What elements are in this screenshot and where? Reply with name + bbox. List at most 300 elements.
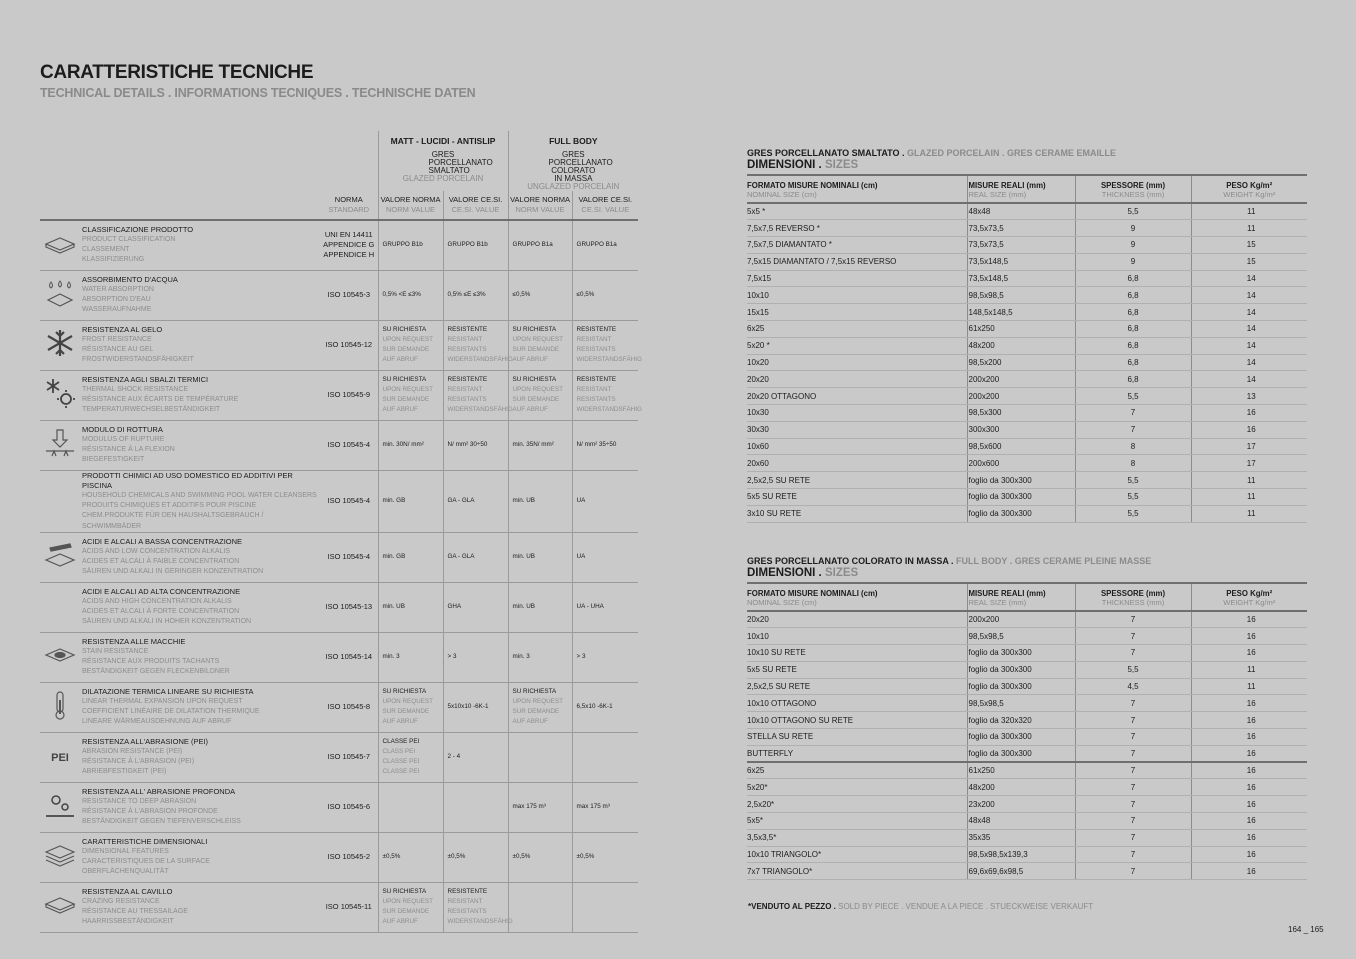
size-row	[747, 438, 1307, 455]
thickness: 5,5	[1075, 472, 1191, 489]
nominal-size: 10x10	[747, 287, 967, 304]
weight: 16	[1191, 712, 1307, 729]
real-size: 23x200	[967, 796, 1075, 813]
size-row	[747, 695, 1307, 712]
spec-row	[40, 832, 638, 882]
spec-value-cesi-glazed: 5x10x10 -6K-1	[443, 682, 508, 732]
size-row	[747, 628, 1307, 645]
spec-standard: ISO 10545-12	[320, 320, 378, 370]
spec-value-cesi-fullbody: N/ mm² 35÷50	[572, 420, 638, 470]
col-header-valore-cesi-2: VALORE CE.SI. CE.SI. VALUE	[572, 191, 638, 220]
size-row	[747, 472, 1307, 489]
spec-standard: ISO 10545-11	[320, 882, 378, 932]
nominal-size: 10x10 OTTAGONO SU RETE	[747, 712, 967, 729]
weight: 14	[1191, 371, 1307, 388]
spec-row	[40, 682, 638, 732]
weight: 16	[1191, 611, 1307, 628]
size-row	[747, 762, 1307, 779]
spec-value-norm-fullbody: ≤0,5%	[508, 270, 572, 320]
spec-standard: ISO 10545-9	[320, 370, 378, 420]
thickness: 5,5	[1075, 661, 1191, 678]
spec-row	[40, 370, 638, 420]
spec-value-cesi-fullbody: ≤0,5%	[572, 270, 638, 320]
size-row	[747, 304, 1307, 321]
spec-value-cesi-fullbody: UA - UHA	[572, 582, 638, 632]
spec-standard: ISO 10545-8	[320, 682, 378, 732]
nominal-size: 20x20	[747, 611, 967, 628]
spec-row	[40, 420, 638, 470]
spec-name: RESISTENZA ALL'ABRASIONE (PEI) ABRASION RESISTANCE (PEI) RÉSISTANCE À L'ABRASION (PEI) ABRIEBFESTIGKEIT (PEI)	[80, 732, 320, 782]
real-size: 35x35	[967, 829, 1075, 846]
thickness: 7	[1075, 421, 1191, 438]
size-row	[747, 253, 1307, 270]
spec-standard: ISO 10545-3	[320, 270, 378, 320]
spec-value-cesi-fullbody: RESISTENTE RESISTANT RESISTANTS WIDERSTANDSFÄHIG	[572, 320, 638, 370]
spec-value-cesi-fullbody: max 175 m³	[572, 782, 638, 832]
thickness: 4,5	[1075, 678, 1191, 695]
page-numbers: 164 _ 165	[1288, 925, 1324, 934]
weight: 16	[1191, 762, 1307, 779]
thickness: 5,5	[1075, 489, 1191, 506]
thickness: 7	[1075, 813, 1191, 830]
col-header-valore-norma-2: VALORE NORMA NORM VALUE	[508, 191, 572, 220]
thickness: 8	[1075, 455, 1191, 472]
nominal-size: BUTTERFLY	[747, 745, 967, 762]
real-size: 98,5x98,5	[967, 695, 1075, 712]
real-size: foglio da 300x300	[967, 661, 1075, 678]
size-row	[747, 813, 1307, 830]
thickness: 7	[1075, 611, 1191, 628]
real-size: 69,6x69,6x98,5	[967, 863, 1075, 880]
nominal-size: 10x10	[747, 628, 967, 645]
weight: 11	[1191, 220, 1307, 237]
thickness: 5,5	[1075, 388, 1191, 405]
real-size: foglio da 300x300	[967, 489, 1075, 506]
nominal-size: 15x15	[747, 304, 967, 321]
spec-value-norm-fullbody: SU RICHIESTA UPON REQUEST SUR DEMANDE AUF ABRUF	[508, 682, 572, 732]
spec-value-norm-glazed: SU RICHIESTA UPON REQUEST SUR DEMANDE AUF ABRUF	[378, 370, 443, 420]
spec-name: CARATTERISTICHE DIMENSIONALI DIMENSIONAL FEATURES CARACTERISTIQUES DE LA SURFACE OBERFLÄCHENQUALITÄT	[80, 832, 320, 882]
weight: 16	[1191, 745, 1307, 762]
real-size: 73,5x73,5	[967, 220, 1075, 237]
col-header: PESO Kg/m² WEIGHT Kg/m²	[1191, 583, 1307, 611]
flexion-icon	[42, 428, 78, 458]
nominal-size: 5x5 *	[747, 203, 967, 220]
weight: 17	[1191, 455, 1307, 472]
spec-value-cesi-fullbody: 6,5x10 -6K-1	[572, 682, 638, 732]
spec-standard: ISO 10545-4	[320, 420, 378, 470]
spec-value-norm-glazed: min. GB	[378, 532, 443, 582]
spec-value-cesi-fullbody: GRUPPO B1a	[572, 220, 638, 270]
spec-value-cesi-glazed: N/ mm² 30÷50	[443, 420, 508, 470]
thickness: 7	[1075, 628, 1191, 645]
spec-value-norm-glazed: ±0,5%	[378, 832, 443, 882]
spec-value-norm-fullbody	[508, 732, 572, 782]
spec-name: PRODOTTI CHIMICI AD USO DOMESTICO ED ADDITIVI PER PISCINA HOUSEHOLD CHEMICALS AND SWIMMING POOL WATER CLEANSERS PRODUITS CHIMIQUES ET ADDITIFS POUR PISCINE CHEM.PRODUKTE FÜR DEN HAUSHALTSGEBRAUCH / SCHWIMMBÄDER	[80, 470, 320, 532]
weight: 16	[1191, 628, 1307, 645]
spec-name: RESISTENZA ALL' ABRASIONE PROFONDA RESISTANCE TO DEEP ABRASION RÉSISTANCE À L'ABRASION PROFONDE BESTÄNDIGKEIT GEGEN TIEFENVERSCHLEISS	[80, 782, 320, 832]
spec-name: RESISTENZA ALLE MACCHIE STAIN RESISTANCE RÉSISTANCE AUX PRODUITS TACHANTS BESTÄNDIGKEIT GEGEN FLECKENBILDNER	[80, 632, 320, 682]
tile-icon	[42, 228, 78, 258]
spec-value-norm-fullbody	[508, 882, 572, 932]
tiles-stack-icon	[42, 840, 78, 870]
spec-value-cesi-fullbody	[572, 732, 638, 782]
nominal-size: STELLA SU RETE	[747, 729, 967, 746]
thickness: 7	[1075, 729, 1191, 746]
nominal-size: 5x5 SU RETE	[747, 489, 967, 506]
size-row	[747, 863, 1307, 880]
spec-value-cesi-fullbody: ±0,5%	[572, 832, 638, 882]
real-size: 48x200	[967, 337, 1075, 354]
size-row	[747, 354, 1307, 371]
nominal-size: 30x30	[747, 421, 967, 438]
size-row	[747, 371, 1307, 388]
size-row	[747, 712, 1307, 729]
nominal-size: 10x30	[747, 405, 967, 422]
crazing-icon	[42, 890, 78, 920]
real-size: 200x200	[967, 611, 1075, 628]
size-row	[747, 779, 1307, 796]
weight: 16	[1191, 645, 1307, 662]
thickness: 7	[1075, 779, 1191, 796]
spec-value-cesi-glazed: 2 - 4	[443, 732, 508, 782]
spec-value-cesi-glazed: GA - GLA	[443, 532, 508, 582]
group-header-glazed: MATT - LUCIDI - ANTISLIP	[378, 131, 508, 151]
acid-icon	[42, 540, 78, 570]
size-row	[747, 796, 1307, 813]
thickness: 7	[1075, 863, 1191, 880]
spec-name: ACIDI E ALCALI AD ALTA CONCENTRAZIONE ACIDS AND HIGH CONCENTRATION ALKALIS ACIDES ET ALCALI À FORTE CONCENTRATION SÄUREN UND ALKALI IN HOHER KONZENTRATION	[80, 582, 320, 632]
nominal-size: 7x7 TRIANGOLO*	[747, 863, 967, 880]
spec-row	[40, 782, 638, 832]
spec-value-norm-fullbody: min. 35N/ mm²	[508, 420, 572, 470]
weight: 11	[1191, 678, 1307, 695]
real-size: 48x48	[967, 203, 1075, 220]
fullbody-sizes-table	[747, 582, 1307, 880]
thickness: 7	[1075, 695, 1191, 712]
real-size: 73,5x148,5	[967, 253, 1075, 270]
spec-value-norm-fullbody: min. UB	[508, 582, 572, 632]
spec-value-cesi-glazed: RESISTENTE RESISTANT RESISTANTS WIDERSTANDSFÄHIG	[443, 882, 508, 932]
nominal-size: 2,5x20*	[747, 796, 967, 813]
real-size: foglio da 320x320	[967, 712, 1075, 729]
nominal-size: 10x10 SU RETE	[747, 645, 967, 662]
fullbody-sizes-section: GRES PORCELLANATO COLORATO IN MASSA . FULL BODY . GRES CERAME PLEINE MASSE DIMENSIONI . SIZES FORMATO MISURE NOMINALI (cm) NOMINAL SIZE (cm) MISURE REALI (mm) REAL SIZE (mm) SPESSORE (mm) THICKNESS (mm) PESO Kg/m² WEIGHT Kg/m² 20x20 200x200 7 16 10x10 98,5x98,5 7 16 10x10 SU RETE foglio da 300x300 7 16 5x5 SU RETE foglio da 300x300 5,5 11 2,5x2,5 SU RETE foglio da 300x300 4,5 11 10x10 OTTAGONO 98,5x98,5 7 16 10x10 OTTAGONO SU RETE foglio da 320x320 7 16 STELLA SU RETE foglio da 300x300 7 16 BUTTERFLY foglio da 300x300 7 16 6x25 61x250 7 16 5x20* 48x200 7 16 2,5x20* 23x200 7 16 5x5* 48x48 7 16 3,5x3,5* 35x35 7 16 10x10 TRIANGOLO* 98,5x98,5x139,3 7 16 7x7 TRIANGOLO* 69,6x69,6x98,5 7 16	[747, 556, 1307, 880]
spec-name: RESISTENZA AL CAVILLO CRAZING RESISTANCE RÉSISTANCE AU TRESSAILAGE HAARRISSBESTÄNDIGKEIT	[80, 882, 320, 932]
col-header: FORMATO MISURE NOMINALI (cm) NOMINAL SIZE (cm)	[747, 175, 967, 203]
spec-value-norm-fullbody: GRUPPO B1a	[508, 220, 572, 270]
spec-row	[40, 732, 638, 782]
spec-row	[40, 532, 638, 582]
size-row	[747, 237, 1307, 254]
thermometer-icon	[42, 690, 78, 720]
real-size: foglio da 300x300	[967, 729, 1075, 746]
col-header: MISURE REALI (mm) REAL SIZE (mm)	[967, 175, 1075, 203]
snowflake-icon	[42, 328, 78, 358]
spec-value-norm-glazed: SU RICHIESTA UPON REQUEST SUR DEMANDE AUF ABRUF	[378, 320, 443, 370]
spec-value-cesi-glazed: RESISTENTE RESISTANT RESISTANTS WIDERSTANDSFÄHIG	[443, 320, 508, 370]
weight: 16	[1191, 829, 1307, 846]
thickness: 5,5	[1075, 203, 1191, 220]
spec-row	[40, 582, 638, 632]
real-size: foglio da 300x300	[967, 505, 1075, 522]
spec-value-cesi-glazed	[443, 782, 508, 832]
spec-name: RESISTENZA AL GELO FROST RESISTANCE RÉSISTANCE AU GEL FROSTWIDERSTANDSFÄHIGKEIT	[80, 320, 320, 370]
col-header-norma: NORMA STANDARD	[320, 191, 378, 220]
thickness: 7	[1075, 846, 1191, 863]
nominal-size: 5x5 SU RETE	[747, 661, 967, 678]
thickness: 7	[1075, 745, 1191, 762]
size-row	[747, 388, 1307, 405]
thickness: 6,8	[1075, 354, 1191, 371]
real-size: foglio da 300x300	[967, 645, 1075, 662]
nominal-size: 5x20 *	[747, 337, 967, 354]
weight: 14	[1191, 337, 1307, 354]
nominal-size: 20x20	[747, 371, 967, 388]
thickness: 6,8	[1075, 371, 1191, 388]
real-size: 98,5x200	[967, 354, 1075, 371]
spec-standard: ISO 10545-13	[320, 582, 378, 632]
nominal-size: 5x5*	[747, 813, 967, 830]
thickness: 6,8	[1075, 287, 1191, 304]
size-row	[747, 203, 1307, 220]
size-row	[747, 321, 1307, 338]
nominal-size: 3,5x3,5*	[747, 829, 967, 846]
spec-value-cesi-glazed: RESISTENTE RESISTANT RESISTANTS WIDERSTANDSFÄHIG	[443, 370, 508, 420]
page-title: CARATTERISTICHE TECNICHE	[40, 62, 314, 83]
weight: 11	[1191, 472, 1307, 489]
col-header: MISURE REALI (mm) REAL SIZE (mm)	[967, 583, 1075, 611]
footnote: *VENDUTO AL PEZZO . SOLD BY PIECE . VENDUE A LA PIECE . STUECKWEISE VERKAUFT	[748, 902, 1094, 911]
nominal-size: 7,5x15	[747, 270, 967, 287]
col-header: FORMATO MISURE NOMINALI (cm) NOMINAL SIZE (cm)	[747, 583, 967, 611]
nominal-size: 10x10 OTTAGONO	[747, 695, 967, 712]
col-header: PESO Kg/m² WEIGHT Kg/m²	[1191, 175, 1307, 203]
spec-name: RESISTENZA AGLI SBALZI TERMICI THERMAL SHOCK RESISTANCE RÉSISTANCE AUX ÉCARTS DE TEMPÉRATURE TEMPERATURWECHSELBESTÄNDIGKEIT	[80, 370, 320, 420]
spec-value-norm-fullbody: SU RICHIESTA UPON REQUEST SUR DEMANDE AUF ABRUF	[508, 320, 572, 370]
real-size: 200x200	[967, 388, 1075, 405]
spec-value-norm-fullbody: min. UB	[508, 470, 572, 532]
weight: 13	[1191, 388, 1307, 405]
spec-value-cesi-glazed: 0,5% ≤E ≤3%	[443, 270, 508, 320]
spec-standard: ISO 10545-4	[320, 532, 378, 582]
real-size: 200x200	[967, 371, 1075, 388]
nominal-size: 6x25	[747, 762, 967, 779]
glazed-sizes-section: GRES PORCELLANATO SMALTATO . GLAZED PORCELAIN . GRES CERAME EMAILLE DIMENSIONI . SIZES FORMATO MISURE NOMINALI (cm) NOMINAL SIZE (cm) MISURE REALI (mm) REAL SIZE (mm) SPESSORE (mm) THICKNESS (mm) PESO Kg/m² WEIGHT Kg/m² 5x5 * 48x48 5,5 11 7,5x7,5 REVERSO * 73,5x73,5 9 11 7,5x7,5 DIAMANTATO * 73,5x73,5 9 15 7,5x15 DIAMANTATO / 7,5x15 REVERSO 73,5x148,5 9 15 7,5x15 73,5x148,5 6,8 14 10x10 98,5x98,5 6,8 14 15x15 148,5x148,5 6,8 14 6x25 61x250 6,8 14 5x20 * 48x200 6,8 14 10x20 98,5x200 6,8 14 20x20 200x200 6,8 14 20x20 OTTAGONO 200x200 5,5 13 10x30 98,5x300 7 16 30x30 300x300 7 16 10x60 98,5x600 8 17 20x60 200x600 8 17 2,5x2,5 SU RETE foglio da 300x300 5,5 11 5x5 SU RETE foglio da 300x300 5,5 11 3x10 SU RETE foglio da 300x300 5,5 11	[747, 148, 1307, 523]
col-header-valore-norma-1: VALORE NORMA NORM VALUE	[378, 191, 443, 220]
size-row	[747, 421, 1307, 438]
thickness: 9	[1075, 220, 1191, 237]
real-size: 200x600	[967, 455, 1075, 472]
weight: 17	[1191, 438, 1307, 455]
real-size: foglio da 300x300	[967, 472, 1075, 489]
weight: 15	[1191, 237, 1307, 254]
nominal-size: 2,5x2,5 SU RETE	[747, 678, 967, 695]
nominal-size: 2,5x2,5 SU RETE	[747, 472, 967, 489]
size-row	[747, 220, 1307, 237]
thickness: 7	[1075, 762, 1191, 779]
size-row	[747, 829, 1307, 846]
nominal-size: 3x10 SU RETE	[747, 505, 967, 522]
spec-value-norm-glazed	[378, 782, 443, 832]
spec-value-cesi-fullbody: UA	[572, 470, 638, 532]
real-size: 98,5x98,5x139,3	[967, 846, 1075, 863]
spec-value-norm-glazed: SU RICHIESTA UPON REQUEST SUR DEMANDE AUF ABRUF	[378, 882, 443, 932]
spec-value-norm-glazed: 0,5% <E ≤3%	[378, 270, 443, 320]
weight: 11	[1191, 203, 1307, 220]
real-size: 48x200	[967, 779, 1075, 796]
size-row	[747, 846, 1307, 863]
spec-value-cesi-fullbody: RESISTENTE RESISTANT RESISTANTS WIDERSTANDSFÄHIG	[572, 370, 638, 420]
real-size: 148,5x148,5	[967, 304, 1075, 321]
spec-row	[40, 270, 638, 320]
size-row	[747, 455, 1307, 472]
real-size: 98,5x98,5	[967, 287, 1075, 304]
nominal-size: 10x60	[747, 438, 967, 455]
col-header-valore-cesi-1: VALORE CE.SI. CE.SI. VALUE	[443, 191, 508, 220]
group-header-fullbody: FULL BODY	[508, 131, 638, 151]
thickness: 7	[1075, 796, 1191, 813]
nominal-size: 20x60	[747, 455, 967, 472]
thickness: 5,5	[1075, 505, 1191, 522]
weight: 11	[1191, 505, 1307, 522]
spec-value-cesi-fullbody	[572, 882, 638, 932]
nominal-size: 6x25	[747, 321, 967, 338]
spec-standard: ISO 10545-7	[320, 732, 378, 782]
spec-name: ASSORBIMENTO D'ACQUA WATER ABSORPTION ABSORPTION D'EAU WASSERAUFNAHME	[80, 270, 320, 320]
col-header: SPESSORE (mm) THICKNESS (mm)	[1075, 175, 1191, 203]
weight: 16	[1191, 813, 1307, 830]
real-size: foglio da 300x300	[967, 745, 1075, 762]
spec-row	[40, 632, 638, 682]
size-row	[747, 729, 1307, 746]
real-size: 98,5x600	[967, 438, 1075, 455]
real-size: 98,5x98,5	[967, 628, 1075, 645]
spec-row	[40, 220, 638, 270]
nominal-size: 5x20*	[747, 779, 967, 796]
weight: 16	[1191, 405, 1307, 422]
nominal-size: 7,5x7,5 REVERSO *	[747, 220, 967, 237]
size-row	[747, 745, 1307, 762]
nominal-size: 7,5x7,5 DIAMANTATO *	[747, 237, 967, 254]
real-size: 98,5x300	[967, 405, 1075, 422]
weight: 14	[1191, 304, 1307, 321]
real-size: 48x48	[967, 813, 1075, 830]
size-row	[747, 337, 1307, 354]
spec-standard: ISO 10545-6	[320, 782, 378, 832]
spec-value-norm-fullbody: SU RICHIESTA UPON REQUEST SUR DEMANDE AUF ABRUF	[508, 370, 572, 420]
spec-name: MODULO DI ROTTURA MODULUS OF RUPTURE RÉSISTANCE À LA FLEXION BIEGEFESTIGKEIT	[80, 420, 320, 470]
technical-characteristics-table	[40, 131, 642, 933]
glazed-sizes-table	[747, 174, 1307, 523]
weight: 16	[1191, 421, 1307, 438]
spec-standard: UNI EN 14411 APPENDICE G APPENDICE H	[320, 220, 378, 270]
spec-value-norm-glazed: min. UB	[378, 582, 443, 632]
weight: 14	[1191, 270, 1307, 287]
spec-value-norm-glazed: min. GB	[378, 470, 443, 532]
group-subheader-glazed: GRES PORCELLANATO SMALTATO GLAZED PORCELAIN	[378, 151, 508, 191]
spec-value-cesi-glazed: GA - GLA	[443, 470, 508, 532]
col-header: SPESSORE (mm) THICKNESS (mm)	[1075, 583, 1191, 611]
spec-name: DILATAZIONE TERMICA LINEARE SU RICHIESTA LINEAR THERMAL EXPANSION UPON REQUEST COEFFICIENT LINÉAIRE DE DILATATION THERMIQUE LINEARE WÄRMEAUSDEHNUNG AUF ABRUF	[80, 682, 320, 732]
size-row	[747, 287, 1307, 304]
group-subheader-fullbody: GRES PORCELLANATO COLORATO IN MASSA UNGLAZED PORCELAIN	[508, 151, 638, 191]
nominal-size: 10x20	[747, 354, 967, 371]
spec-value-norm-fullbody: min. 3	[508, 632, 572, 682]
weight: 16	[1191, 729, 1307, 746]
real-size: 73,5x148,5	[967, 270, 1075, 287]
nominal-size: 10x10 TRIANGOLO*	[747, 846, 967, 863]
size-row	[747, 661, 1307, 678]
spec-value-norm-glazed: min. 3	[378, 632, 443, 682]
weight: 15	[1191, 253, 1307, 270]
spec-row	[40, 470, 638, 532]
nominal-size: 20x20 OTTAGONO	[747, 388, 967, 405]
spec-value-cesi-fullbody: UA	[572, 532, 638, 582]
thickness: 7	[1075, 829, 1191, 846]
gears-icon	[42, 790, 78, 820]
real-size: 61x250	[967, 762, 1075, 779]
thickness: 7	[1075, 712, 1191, 729]
nominal-size: 7,5x15 DIAMANTATO / 7,5x15 REVERSO	[747, 253, 967, 270]
size-row	[747, 505, 1307, 522]
real-size: 300x300	[967, 421, 1075, 438]
spec-value-norm-fullbody: min. UB	[508, 532, 572, 582]
weight: 16	[1191, 695, 1307, 712]
spec-name: ACIDI E ALCALI A BASSA CONCENTRAZIONE ACIDS AND LOW CONCENTRATION ALKALIS ACIDES ET ALCALI À FAIBLE CONCENTRATION SÄUREN UND ALKALI IN GERINGER KONZENTRATION	[80, 532, 320, 582]
weight: 16	[1191, 863, 1307, 880]
spec-value-cesi-glazed: ±0,5%	[443, 832, 508, 882]
weight: 16	[1191, 846, 1307, 863]
thickness: 8	[1075, 438, 1191, 455]
thickness: 7	[1075, 405, 1191, 422]
spec-value-norm-fullbody: max 175 m³	[508, 782, 572, 832]
weight: 14	[1191, 321, 1307, 338]
thickness: 6,8	[1075, 304, 1191, 321]
stain-icon	[42, 640, 78, 670]
spec-value-cesi-glazed: GRUPPO B1b	[443, 220, 508, 270]
real-size: 61x250	[967, 321, 1075, 338]
weight: 14	[1191, 354, 1307, 371]
spec-value-norm-glazed: SU RICHIESTA UPON REQUEST SUR DEMANDE AUF ABRUF	[378, 682, 443, 732]
thickness: 9	[1075, 237, 1191, 254]
water-drops-icon	[42, 278, 78, 308]
size-row	[747, 678, 1307, 695]
spec-value-cesi-fullbody: > 3	[572, 632, 638, 682]
thickness: 7	[1075, 645, 1191, 662]
spec-value-norm-glazed: CLASSE PEI CLASS PEI CLASSE PEI CLASSE PEI	[378, 732, 443, 782]
thickness: 6,8	[1075, 337, 1191, 354]
size-row	[747, 270, 1307, 287]
size-row	[747, 645, 1307, 662]
spec-standard: ISO 10545-4	[320, 470, 378, 532]
size-row	[747, 611, 1307, 628]
spec-row	[40, 882, 638, 932]
spec-standard: ISO 10545-14	[320, 632, 378, 682]
spec-value-norm-glazed: min. 30N/ mm²	[378, 420, 443, 470]
spec-standard: ISO 10545-2	[320, 832, 378, 882]
weight: 11	[1191, 661, 1307, 678]
real-size: foglio da 300x300	[967, 678, 1075, 695]
weight: 11	[1191, 489, 1307, 506]
size-row	[747, 489, 1307, 506]
thickness: 6,8	[1075, 321, 1191, 338]
spec-value-cesi-glazed: > 3	[443, 632, 508, 682]
weight: 16	[1191, 796, 1307, 813]
size-row	[747, 405, 1307, 422]
pei-icon: PEI	[51, 752, 69, 765]
real-size: 73,5x73,5	[967, 237, 1075, 254]
